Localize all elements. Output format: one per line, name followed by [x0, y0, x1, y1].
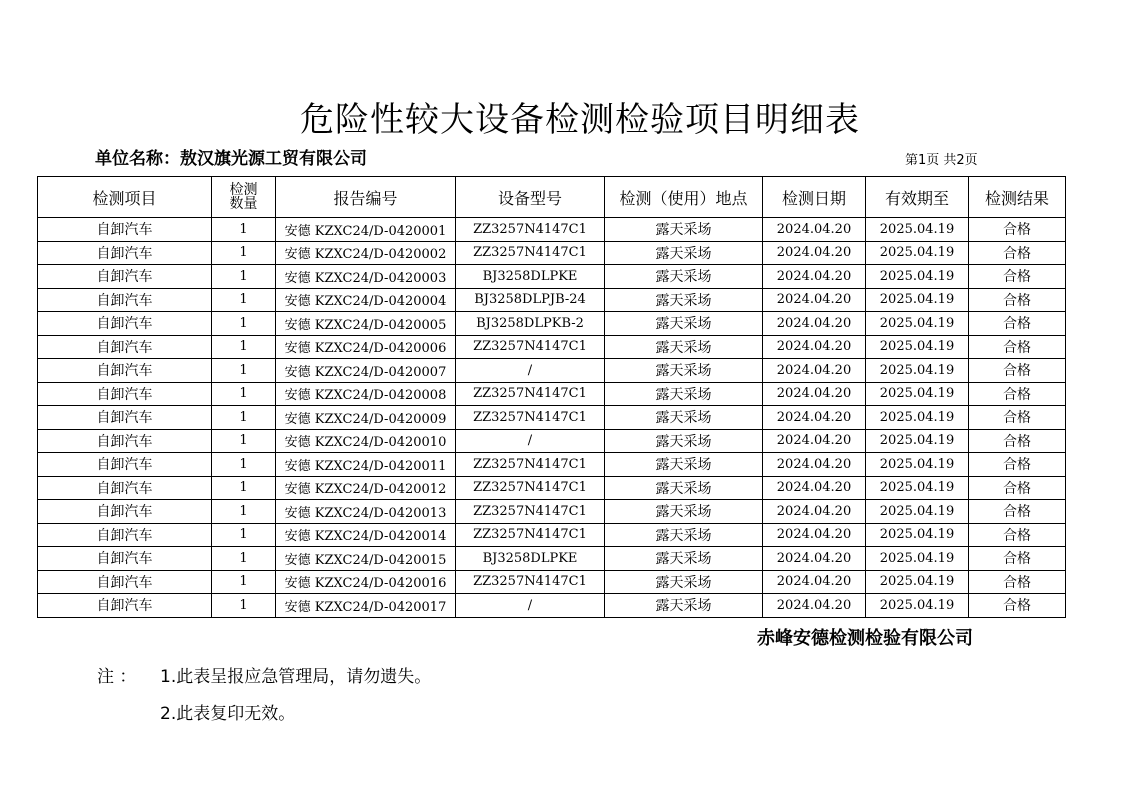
cell-item: 自卸汽车 [38, 359, 212, 383]
inspection-table [37, 176, 1066, 618]
cell-report-no: 安德 KZXC24/D-0420007 [276, 359, 456, 383]
header-model: 设备型号 [456, 177, 605, 218]
cell-result: 合格 [969, 594, 1066, 618]
cell-model: BJ3258DLPKE [456, 547, 605, 571]
cell-item: 自卸汽车 [38, 594, 212, 618]
cell-report-no: 安德 KZXC24/D-0420002 [276, 241, 456, 265]
cell-model: ZZ3257N4147C1 [456, 382, 605, 406]
cell-model: ZZ3257N4147C1 [456, 406, 605, 430]
table-row [38, 312, 1066, 336]
cell-location: 露天采场 [605, 241, 763, 265]
cell-valid-until: 2025.04.19 [866, 523, 969, 547]
cell-report-no: 安德 KZXC24/D-0420006 [276, 335, 456, 359]
table-row [38, 218, 1066, 242]
header-report-no: 报告编号 [276, 177, 456, 218]
cell-inspect-date: 2024.04.20 [763, 429, 866, 453]
cell-inspect-date: 2024.04.20 [763, 500, 866, 524]
table-row [38, 429, 1066, 453]
cell-model: ZZ3257N4147C1 [456, 500, 605, 524]
cell-quantity: 1 [212, 523, 276, 547]
cell-model: / [456, 429, 605, 453]
cell-location: 露天采场 [605, 523, 763, 547]
cell-result: 合格 [969, 218, 1066, 242]
cell-quantity: 1 [212, 500, 276, 524]
header-quantity: 检测 数量 [212, 177, 276, 218]
cell-report-no: 安德 KZXC24/D-0420013 [276, 500, 456, 524]
cell-item: 自卸汽车 [38, 476, 212, 500]
cell-quantity: 1 [212, 429, 276, 453]
table-row [38, 241, 1066, 265]
cell-item: 自卸汽车 [38, 288, 212, 312]
table-row [38, 382, 1066, 406]
cell-inspect-date: 2024.04.20 [763, 265, 866, 289]
cell-result: 合格 [969, 335, 1066, 359]
cell-inspect-date: 2024.04.20 [763, 406, 866, 430]
cell-quantity: 1 [212, 453, 276, 477]
table-row [38, 500, 1066, 524]
cell-quantity: 1 [212, 335, 276, 359]
cell-result: 合格 [969, 547, 1066, 571]
cell-inspect-date: 2024.04.20 [763, 570, 866, 594]
cell-model: ZZ3257N4147C1 [456, 570, 605, 594]
table-row [38, 335, 1066, 359]
cell-result: 合格 [969, 288, 1066, 312]
cell-model: ZZ3257N4147C1 [456, 476, 605, 500]
cell-quantity: 1 [212, 570, 276, 594]
cell-result: 合格 [969, 523, 1066, 547]
cell-model: / [456, 594, 605, 618]
cell-quantity: 1 [212, 547, 276, 571]
cell-report-no: 安德 KZXC24/D-0420003 [276, 265, 456, 289]
cell-valid-until: 2025.04.19 [866, 429, 969, 453]
cell-location: 露天采场 [605, 594, 763, 618]
cell-valid-until: 2025.04.19 [866, 500, 969, 524]
cell-valid-until: 2025.04.19 [866, 453, 969, 477]
table-row [38, 288, 1066, 312]
cell-inspect-date: 2024.04.20 [763, 547, 866, 571]
cell-item: 自卸汽车 [38, 406, 212, 430]
cell-report-no: 安德 KZXC24/D-0420001 [276, 218, 456, 242]
cell-item: 自卸汽车 [38, 523, 212, 547]
cell-quantity: 1 [212, 241, 276, 265]
cell-location: 露天采场 [605, 312, 763, 336]
cell-model: ZZ3257N4147C1 [456, 453, 605, 477]
unit-name: 单位名称：敖汉旗光源工贸有限公司 [95, 149, 367, 169]
cell-result: 合格 [969, 429, 1066, 453]
cell-report-no: 安德 KZXC24/D-0420011 [276, 453, 456, 477]
table-row [38, 453, 1066, 477]
cell-inspect-date: 2024.04.20 [763, 288, 866, 312]
cell-quantity: 1 [212, 382, 276, 406]
note-label: 注 ： [97, 667, 137, 687]
cell-location: 露天采场 [605, 335, 763, 359]
cell-quantity: 1 [212, 218, 276, 242]
cell-result: 合格 [969, 406, 1066, 430]
header-valid-until: 有效期至 [866, 177, 969, 218]
cell-inspect-date: 2024.04.20 [763, 476, 866, 500]
signer-company: 赤峰安德检测检验有限公司 [757, 628, 973, 649]
cell-report-no: 安德 KZXC24/D-0420015 [276, 547, 456, 571]
table-row [38, 547, 1066, 571]
cell-report-no: 安德 KZXC24/D-0420012 [276, 476, 456, 500]
cell-valid-until: 2025.04.19 [866, 241, 969, 265]
cell-location: 露天采场 [605, 500, 763, 524]
cell-item: 自卸汽车 [38, 335, 212, 359]
cell-inspect-date: 2024.04.20 [763, 359, 866, 383]
header-inspect-date: 检测日期 [763, 177, 866, 218]
table-header-row [38, 177, 1066, 218]
cell-quantity: 1 [212, 312, 276, 336]
cell-inspect-date: 2024.04.20 [763, 453, 866, 477]
table-row [38, 476, 1066, 500]
cell-result: 合格 [969, 312, 1066, 336]
cell-model: BJ3258DLPKE [456, 265, 605, 289]
cell-model: BJ3258DLPKB-2 [456, 312, 605, 336]
cell-valid-until: 2025.04.19 [866, 265, 969, 289]
table-row [38, 406, 1066, 430]
cell-model: BJ3258DLPJB-24 [456, 288, 605, 312]
cell-model: ZZ3257N4147C1 [456, 523, 605, 547]
cell-valid-until: 2025.04.19 [866, 547, 969, 571]
cell-inspect-date: 2024.04.20 [763, 241, 866, 265]
cell-report-no: 安德 KZXC24/D-0420008 [276, 382, 456, 406]
cell-item: 自卸汽车 [38, 570, 212, 594]
note-1: 1.此表呈报应急管理局，请勿遗失。 [160, 667, 432, 687]
header-item: 检测项目 [38, 177, 212, 218]
cell-item: 自卸汽车 [38, 265, 212, 289]
cell-result: 合格 [969, 359, 1066, 383]
cell-item: 自卸汽车 [38, 453, 212, 477]
cell-quantity: 1 [212, 265, 276, 289]
table-row [38, 359, 1066, 383]
cell-model: ZZ3257N4147C1 [456, 241, 605, 265]
cell-location: 露天采场 [605, 429, 763, 453]
cell-valid-until: 2025.04.19 [866, 594, 969, 618]
cell-report-no: 安德 KZXC24/D-0420004 [276, 288, 456, 312]
cell-item: 自卸汽车 [38, 429, 212, 453]
cell-report-no: 安德 KZXC24/D-0420017 [276, 594, 456, 618]
cell-location: 露天采场 [605, 382, 763, 406]
cell-quantity: 1 [212, 406, 276, 430]
cell-item: 自卸汽车 [38, 382, 212, 406]
cell-model: / [456, 359, 605, 383]
header-location: 检测（使用）地点 [605, 177, 763, 218]
cell-result: 合格 [969, 265, 1066, 289]
cell-location: 露天采场 [605, 218, 763, 242]
cell-quantity: 1 [212, 288, 276, 312]
cell-report-no: 安德 KZXC24/D-0420016 [276, 570, 456, 594]
page-info: 第1页 共2页 [905, 153, 978, 168]
cell-location: 露天采场 [605, 359, 763, 383]
document-title: 危险性较大设备检测检验项目明细表 [300, 100, 860, 140]
table-row [38, 523, 1066, 547]
cell-inspect-date: 2024.04.20 [763, 335, 866, 359]
table-row [38, 570, 1066, 594]
cell-quantity: 1 [212, 476, 276, 500]
cell-valid-until: 2025.04.19 [866, 335, 969, 359]
cell-location: 露天采场 [605, 288, 763, 312]
cell-inspect-date: 2024.04.20 [763, 218, 866, 242]
cell-location: 露天采场 [605, 453, 763, 477]
cell-result: 合格 [969, 241, 1066, 265]
cell-location: 露天采场 [605, 476, 763, 500]
cell-location: 露天采场 [605, 406, 763, 430]
cell-item: 自卸汽车 [38, 312, 212, 336]
cell-valid-until: 2025.04.19 [866, 406, 969, 430]
cell-result: 合格 [969, 476, 1066, 500]
cell-model: ZZ3257N4147C1 [456, 335, 605, 359]
cell-valid-until: 2025.04.19 [866, 218, 969, 242]
cell-quantity: 1 [212, 359, 276, 383]
cell-report-no: 安德 KZXC24/D-0420009 [276, 406, 456, 430]
cell-result: 合格 [969, 500, 1066, 524]
cell-valid-until: 2025.04.19 [866, 312, 969, 336]
cell-result: 合格 [969, 382, 1066, 406]
cell-valid-until: 2025.04.19 [866, 570, 969, 594]
cell-item: 自卸汽车 [38, 241, 212, 265]
cell-result: 合格 [969, 453, 1066, 477]
header-result: 检测结果 [969, 177, 1066, 218]
cell-item: 自卸汽车 [38, 218, 212, 242]
cell-location: 露天采场 [605, 570, 763, 594]
cell-quantity: 1 [212, 594, 276, 618]
cell-valid-until: 2025.04.19 [866, 359, 969, 383]
cell-inspect-date: 2024.04.20 [763, 523, 866, 547]
cell-model: ZZ3257N4147C1 [456, 218, 605, 242]
cell-location: 露天采场 [605, 547, 763, 571]
cell-inspect-date: 2024.04.20 [763, 594, 866, 618]
cell-result: 合格 [969, 570, 1066, 594]
cell-report-no: 安德 KZXC24/D-0420014 [276, 523, 456, 547]
cell-valid-until: 2025.04.19 [866, 476, 969, 500]
cell-item: 自卸汽车 [38, 547, 212, 571]
cell-item: 自卸汽车 [38, 500, 212, 524]
cell-valid-until: 2025.04.19 [866, 382, 969, 406]
table-row [38, 265, 1066, 289]
table-row [38, 594, 1066, 618]
cell-location: 露天采场 [605, 265, 763, 289]
cell-inspect-date: 2024.04.20 [763, 382, 866, 406]
note-2: 2.此表复印无效。 [160, 704, 296, 724]
cell-valid-until: 2025.04.19 [866, 288, 969, 312]
cell-report-no: 安德 KZXC24/D-0420010 [276, 429, 456, 453]
cell-inspect-date: 2024.04.20 [763, 312, 866, 336]
cell-report-no: 安德 KZXC24/D-0420005 [276, 312, 456, 336]
